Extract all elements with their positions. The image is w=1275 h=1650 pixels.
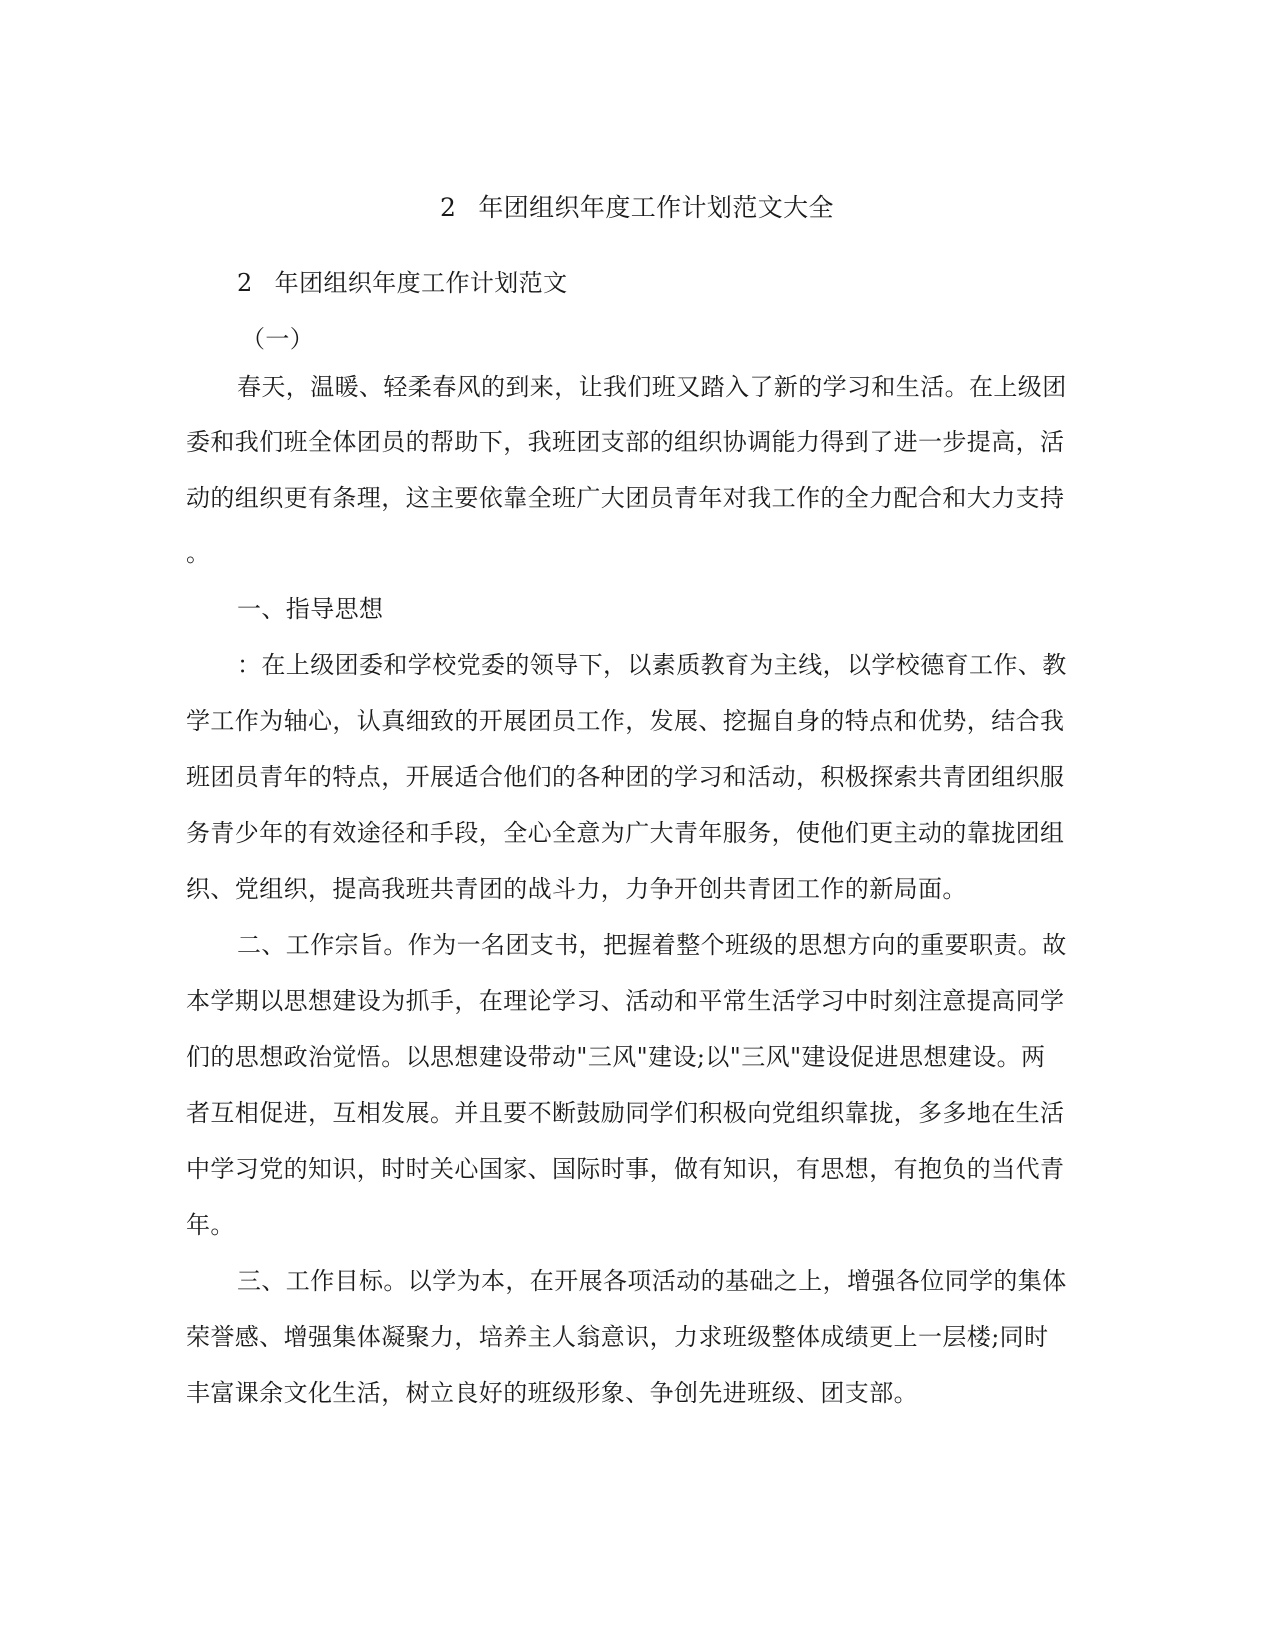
guiding-line: 学工作为轴心，认真细致的开展团员工作，发展、挖掘自身的特点和优势，结合我 <box>186 707 1065 735</box>
purpose-line: 二、工作宗旨。作为一名团支书，把握着整个班级的思想方向的重要职责。故 <box>237 931 1067 959</box>
subtitle-number: 2 <box>237 269 253 297</box>
purpose-line: 们的思想政治觉悟。以思想建设带动"三风"建设;以"三风"建设促进思想建设。两 <box>186 1043 1046 1071</box>
guiding-line: 务青少年的有效途径和手段，全心全意为广大青年服务，使他们更主动的靠拢团组 <box>186 819 1065 847</box>
purpose-line: 年。 <box>186 1211 235 1239</box>
subtitle-text: 年团组织年度工作计划范文 <box>274 269 568 297</box>
guiding-line: 班团员青年的特点，开展适合他们的各种团的学习和活动，积极探索共青团组织服 <box>186 763 1065 791</box>
section-heading-guiding: 一、指导思想 <box>237 595 384 623</box>
intro-line: 。 <box>186 539 211 567</box>
document-subtitle <box>237 268 567 298</box>
intro-line: 动的组织更有条理，这主要依靠全班广大团员青年对我工作的全力配合和大力支持 <box>186 484 1065 512</box>
purpose-line: 本学期以思想建设为抓手，在理论学习、活动和平常生活学习中时刻注意提高同学 <box>186 987 1065 1015</box>
goal-line: 荣誉感、增强集体凝聚力，培养主人翁意识，力求班级整体成绩更上一层楼;同时 <box>186 1323 1049 1351</box>
title-number: 2 <box>440 193 457 222</box>
guiding-line: 织、党组织，提高我班共青团的战斗力，力争开创共青团工作的新局面。 <box>186 875 967 903</box>
title-text: 年团组织年度工作计划范文大全 <box>478 193 834 222</box>
guiding-line: ：在上级团委和学校党委的领导下，以素质教育为主线，以学校德育工作、教 <box>237 651 1067 679</box>
document-title <box>440 193 834 223</box>
goal-line: 丰富课余文化生活，树立良好的班级形象、争创先进班级、团支部。 <box>186 1379 918 1407</box>
purpose-line: 中学习党的知识，时时关心国家、国际时事，做有知识，有思想，有抱负的当代青 <box>186 1155 1065 1183</box>
section-marker: （一） <box>241 325 315 353</box>
intro-line: 春天，温暖、轻柔春风的到来，让我们班又踏入了新的学习和生活。在上级团 <box>237 373 1067 401</box>
goal-line: 三、工作目标。以学为本，在开展各项活动的基础之上，增强各位同学的集体 <box>237 1267 1067 1295</box>
purpose-line: 者互相促进，互相发展。并且要不断鼓励同学们积极向党组织靠拢，多多地在生活 <box>186 1099 1065 1127</box>
intro-line: 委和我们班全体团员的帮助下，我班团支部的组织协调能力得到了进一步提高，活 <box>186 428 1065 456</box>
